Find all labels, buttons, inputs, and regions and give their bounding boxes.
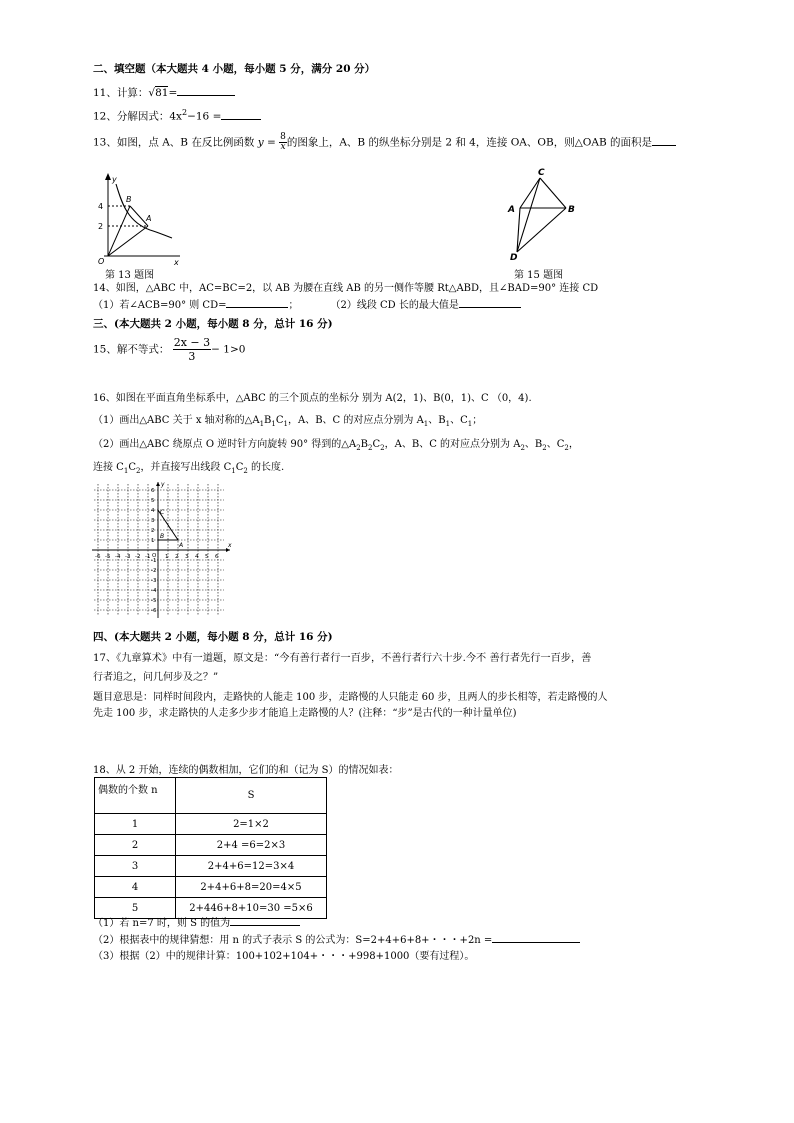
section4-title: 四、(本大题共 2 小题，每小题 8 分，总计 16 分) (93, 631, 333, 643)
grid-y-tick-label: 1 (151, 538, 155, 544)
q16-l3-e: 、B (524, 439, 543, 450)
grid-y-tick-label: 6 (151, 488, 155, 494)
fig13-x-label: x (174, 258, 179, 267)
point-a-label: A (179, 542, 184, 549)
q14-separator: ； (288, 300, 299, 311)
q14-part2: （2）线段 CD 长的最大值是 (330, 300, 459, 311)
question-14-parts (93, 297, 521, 313)
q13-fraction (279, 133, 287, 152)
table-header-row (95, 778, 327, 814)
q13-answer-blank[interactable] (652, 135, 676, 146)
question-13 (93, 133, 676, 152)
grid-x-tick-label: 3 (185, 554, 189, 560)
q16-sub: 2 (135, 467, 141, 475)
q11-label: 11、计算： (93, 87, 149, 99)
q16-sub: 2 (356, 444, 361, 452)
table-row (95, 877, 327, 898)
q16-l3-d: ，A、B、C 的对应点分别为 A (384, 439, 521, 450)
table-cell-s: 2+446+8+10=30 =5×6 (176, 898, 327, 919)
q16-l2-f: 、C (450, 415, 468, 426)
question-15 (93, 336, 245, 363)
grid-x-tick-label: -5 (105, 554, 111, 560)
q16-line4 (93, 461, 284, 478)
grid-x-tick-label: -2 (135, 554, 141, 560)
q16-l4-e: 的长度. (247, 462, 285, 473)
grid-y-tick-label: -4 (151, 588, 157, 594)
q14-part2-blank[interactable] (459, 297, 521, 308)
q13-numerator: 8 (280, 132, 286, 142)
question-14: 14、如图，△ABC 中，AC=BC=2，以 AB 为腰在直线 AB 的另一侧作等腰 Rt△ABD，且∠BAD=90° 连接 CD (93, 283, 599, 294)
q16-l4-d: C (235, 462, 244, 473)
q15-tail: − 1>0 (211, 343, 246, 356)
q18-part3: （3）根据（2）中的规律计算：100+102+104+・・・+998+1000（要有过程）。 (93, 951, 475, 962)
grid-origin-label: O (152, 553, 157, 559)
grid-x-tick-label: -4 (115, 554, 121, 560)
q16-sub: 1 (445, 420, 451, 428)
figure-13 (92, 170, 182, 265)
q11-answer-blank[interactable] (177, 85, 235, 96)
fig15-point-b: B (568, 205, 575, 215)
q16-sub: 2 (564, 444, 569, 452)
grid-x-label: x (228, 542, 232, 549)
grid-y-tick-label: -2 (151, 568, 157, 574)
q16-l2-b: B (264, 415, 272, 426)
q16-l4-a: 连接 C (93, 462, 124, 473)
table-cell-n: 2 (95, 835, 176, 856)
q16-sub: 1 (271, 420, 276, 428)
grid-y-tick-label: -5 (151, 598, 157, 604)
grid-y-tick-label: 2 (151, 528, 155, 534)
q16-line3 (93, 438, 579, 455)
grid-x-tick-label: -6 (95, 554, 101, 560)
q16-l3-a: （2）画出△ABC 绕原点 O 逆时针方向旋转 90° 得到的△A (93, 439, 357, 450)
q16-sub: 2 (380, 444, 385, 452)
fig15-point-c: C (538, 168, 545, 178)
q11-radicand: 81 (155, 87, 169, 99)
q16-l2-a: （1）画出△ABC 关于 x 轴对称的△A (93, 415, 260, 426)
q16-l4-c: ，并直接写出线段 C (140, 462, 232, 473)
grid-y-tick-label: 5 (151, 498, 155, 504)
grid-x-tick-label: 4 (195, 554, 199, 560)
grid-x-tick-label: -3 (125, 554, 131, 560)
q16-sub: 2 (520, 444, 525, 452)
q18-table (94, 777, 327, 919)
q18-part1-text: （1）若 n=7 时，则 S 的值为 (93, 918, 231, 929)
q18-part2-blank[interactable] (492, 932, 580, 943)
fig15-point-a: A (508, 205, 515, 215)
q16-sub: 2 (368, 444, 373, 452)
fig13-origin-label: O (98, 257, 105, 266)
q13-denominator: x (280, 142, 286, 152)
grid-x-tick-label: 6 (215, 554, 219, 560)
q16-sub: 1 (283, 420, 288, 428)
grid-y-tick-label: 4 (151, 508, 155, 514)
q18-part2-text: （2）根据表中的规律猜想：用 n 的式子表示 S 的公式为：S=2+4+6+8+・・・+2n = (93, 935, 493, 946)
q13-pre: 13、如图，点 A、B 在反比例函数 (93, 136, 255, 149)
table-row (95, 835, 327, 856)
q17-line2: 行者追之，问几何步及之？” (93, 672, 219, 683)
q18-part1 (93, 915, 300, 931)
figure-15 (500, 164, 590, 264)
q16-l2-d: ，A、B、C 的对应点分别为 A (287, 415, 424, 426)
table-header-n: 偶数的个数 n (95, 778, 176, 814)
grid-y-arrow (156, 482, 160, 486)
fig13-caption: 第 13 题图 (105, 270, 155, 281)
point-b-label: B (160, 533, 165, 540)
grid-x-tick-label: 2 (175, 554, 179, 560)
q18-part1-blank[interactable] (230, 915, 300, 926)
table-cell-n: 5 (95, 898, 176, 919)
fig13-curve (116, 184, 172, 238)
q16-l2-g: ； (472, 415, 483, 426)
table-header-s: S (176, 778, 327, 814)
q13-post: 的图象上，A、B 的纵坐标分别是 2 和 4，连接 OA、OB，则△OAB 的面积是 (286, 136, 653, 149)
q16-sub: 1 (231, 467, 236, 475)
fig15-caption: 第 15 题图 (514, 270, 564, 281)
q17-line4: 先走 100 步，求走路快的人走多少步才能追上走路慢的人？(注释：“步”是古代的一种计量单位) (93, 708, 517, 719)
q15-denominator: 3 (188, 350, 196, 363)
grid-x-tick-label: -1 (145, 554, 151, 560)
q16-l2-e: 、B (428, 415, 446, 426)
section2-title: 二、填空题（本大题共 4 小题，每小题 5 分，满分 20 分） (93, 63, 376, 75)
fig15-line-cb (540, 178, 566, 208)
q18-intro: 18、从 2 开始，连续的偶数相加，它们的和（记为 S）的情况如表： (93, 765, 399, 776)
fig13-tick-4: 4 (98, 202, 104, 211)
fig15-point-d: D (510, 253, 518, 263)
q16-l3-b: B (360, 439, 369, 450)
q16-l4-b: C (128, 462, 136, 473)
fig13-y-arrow (105, 173, 111, 180)
q12-exponent: 2 (181, 108, 188, 117)
grid-y-tick-label: -3 (151, 578, 157, 584)
q16-line1: 16、如图在平面直角坐标系中，△ABC 的三个顶点的坐标分 别为 A(2，1)、B(0，1)、C （0，4). (93, 393, 532, 404)
grid-y-tick-label: -1 (151, 558, 157, 564)
table-cell-n: 3 (95, 856, 176, 877)
table-cell-s: 2+4 =6=2×3 (176, 835, 327, 856)
table-cell-n: 4 (95, 877, 176, 898)
fig13-y-label: y (112, 175, 117, 184)
q16-sub: 2 (243, 467, 248, 475)
q15-label: 15、解不等式： (93, 343, 170, 356)
grid-x-tick-label: 5 (205, 554, 209, 560)
q14-part1-blank[interactable] (226, 297, 288, 308)
q16-l3-f: 、C (546, 439, 565, 450)
fig13-point-a: A (146, 214, 152, 223)
section3-title: 三、(本大题共 2 小题，每小题 8 分，总计 16 分) (93, 318, 333, 330)
q11-tail: = (168, 87, 178, 99)
sqrt-icon: √ (148, 87, 156, 99)
grid-y-label: y (161, 481, 165, 488)
q12-expr-tail: −16 = (187, 110, 222, 123)
grid-y-tick-label: 3 (151, 518, 155, 524)
point-c-label: C (160, 509, 165, 516)
q16-l3-c: C (372, 439, 381, 450)
fig15-line-ca (520, 178, 540, 208)
q18-part2 (93, 932, 580, 948)
grid-x-tick-label: 1 (165, 554, 169, 560)
table-cell-s: 2+4+6=12=3×4 (176, 856, 327, 877)
table-row (95, 856, 327, 877)
table-cell-s: 2=1×2 (176, 814, 327, 835)
q12-answer-blank[interactable] (221, 109, 261, 120)
q16-sub: 1 (423, 420, 429, 428)
q15-numerator: 2x − 3 (173, 336, 211, 349)
coordinate-grid[interactable] (96, 480, 236, 622)
q16-sub: 2 (542, 444, 547, 452)
q14-part1: （1）若∠ACB=90° 则 CD= (93, 300, 227, 311)
q16-l2-c: C (275, 415, 284, 426)
table-row (95, 814, 327, 835)
question-12 (93, 106, 261, 124)
q12-expr: 4x (169, 110, 182, 123)
fig13-line-ob (108, 206, 130, 256)
q12-label: 12、分解因式： (93, 110, 170, 123)
table-cell-s: 2+4+6+8=20=4×5 (176, 877, 327, 898)
q17-line1: 17、《九章算术》中有一道题，原文是：“今有善行者行一百步，不善行者行六十步.今不 善行者先行一百步，善 (93, 653, 592, 664)
table-cell-n: 1 (95, 814, 176, 835)
q13-y: y = (257, 136, 276, 149)
fig15-line-cd (517, 178, 540, 252)
q16-sub: 1 (259, 420, 265, 428)
q17-line3: 题目意思是：同样时间段内，走路快的人能走 100 步，走路慢的人只能走 60 步，且两人的步长相等，若走路慢的人 (93, 692, 608, 703)
question-11 (93, 85, 235, 100)
fig13-line-oa (108, 226, 148, 256)
q16-sub: 1 (123, 467, 129, 475)
q15-fraction (173, 336, 211, 363)
q16-line2 (93, 414, 482, 431)
q16-sub: 1 (467, 420, 473, 428)
q16-l3-g: ， (568, 439, 579, 450)
grid-y-tick-label: -6 (151, 608, 157, 614)
fig13-tick-2: 2 (98, 222, 104, 231)
fig13-point-b: B (126, 195, 132, 204)
